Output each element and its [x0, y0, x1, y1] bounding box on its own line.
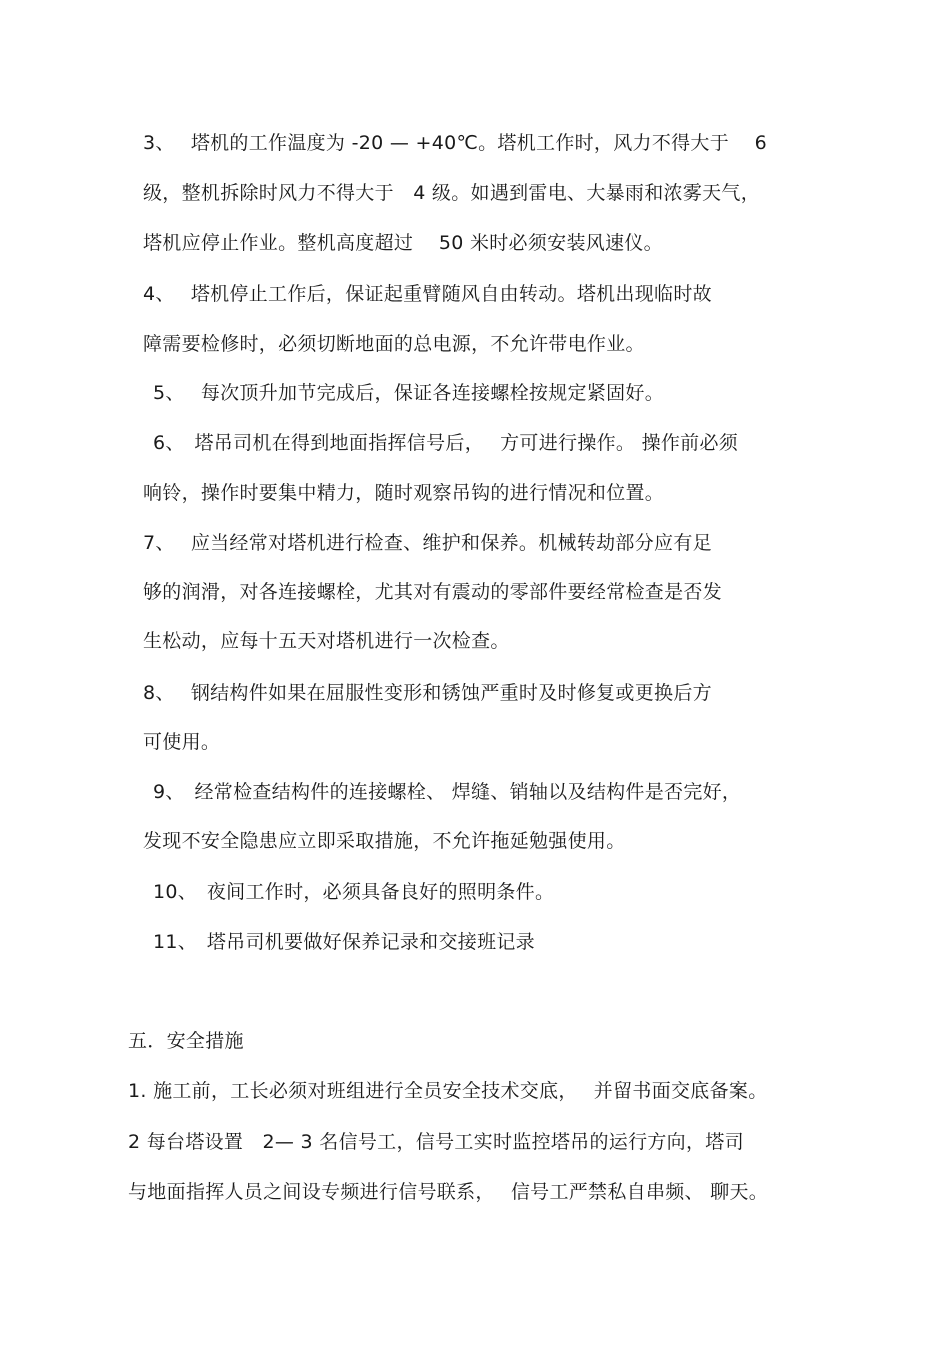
text-line: 级，整机拆除时风力不得大于 4 级。如遇到雷电、大暴雨和浓雾天气，	[143, 182, 761, 204]
text-line: 2 每台塔设置 2— 3 名信号工，信号工实时监控塔吊的运行方向，塔司	[128, 1131, 744, 1153]
text-line: 11、 塔吊司机要做好保养记录和交接班记录	[153, 931, 535, 953]
text-line: 7、 应当经常对塔机进行检查、维护和保养。机械转劫部分应有足	[143, 532, 712, 554]
text-line: 4、 塔机停止工作后，保证起重臂随风自由转动。塔机出现临时故	[143, 283, 712, 305]
text-line: 10、 夜间工作时，必须具备良好的照明条件。	[153, 881, 555, 903]
text-line: 障需要检修时，必须切断地面的总电源，不允许带电作业。	[143, 333, 645, 355]
text-line: 6、 塔吊司机在得到地面指挥信号后， 方可进行操作。 操作前必须	[153, 432, 739, 454]
text-line: 塔机应停止作业。整机高度超过 50 米时必须安装风速仪。	[143, 232, 663, 254]
text-line: 响铃，操作时要集中精力，随时观察吊钩的进行情况和位置。	[143, 482, 665, 504]
text-line: 3、 塔机的工作温度为 -20 — +40℃。塔机工作时，风力不得大于 6	[143, 132, 768, 154]
text-line: 发现不安全隐患应立即采取措施，不允许拖延勉强使用。	[143, 830, 626, 852]
text-line: 9、 经常检查结构件的连接螺栓、 焊缝、销轴以及结构件是否完好，	[153, 781, 742, 803]
text-line: 够的润滑，对各连接螺栓，尤其对有震动的零部件要经常检查是否发	[143, 581, 723, 603]
text-line: 8、 钢结构件如果在屈服性变形和锈蚀严重时及时修复或更换后方	[143, 682, 712, 704]
text-line: 1. 施工前，工长必须对班组进行全员安全技术交底， 并留书面交底备案。	[128, 1080, 768, 1102]
section-heading: 五．安全措施	[128, 1030, 244, 1052]
text-line: 与地面指挥人员之间设专频进行信号联系， 信号工严禁私自串频、 聊天。	[128, 1181, 769, 1203]
text-line: 生松动，应每十五天对塔机进行一次检查。	[143, 630, 510, 652]
text-line: 可使用。	[143, 731, 221, 753]
text-line: 5、 每次顶升加节完成后，保证各连接螺栓按规定紧固好。	[153, 382, 665, 404]
